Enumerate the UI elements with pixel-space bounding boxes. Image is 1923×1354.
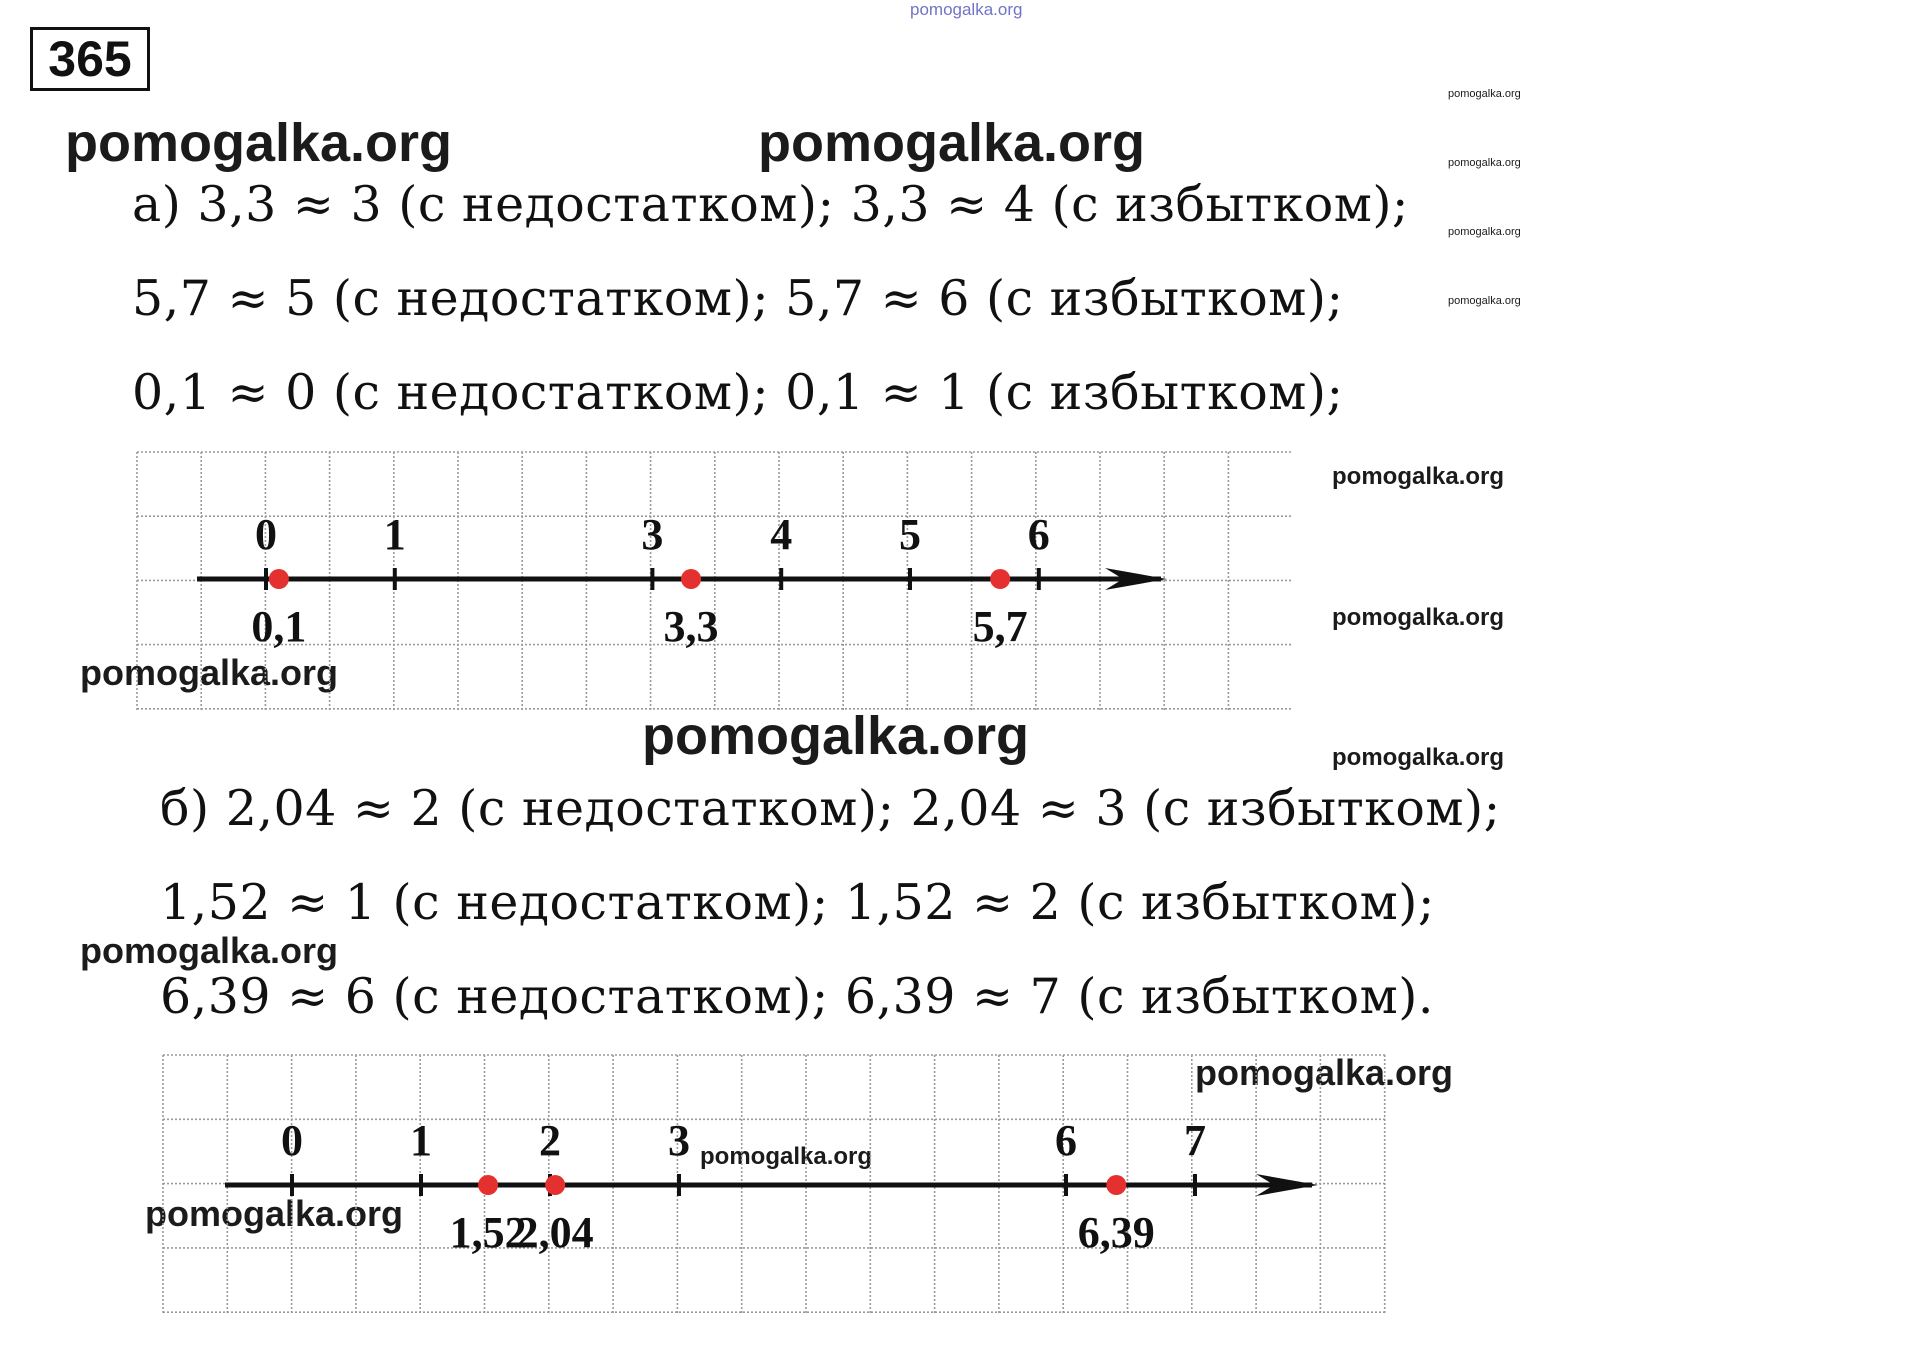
- number-line-a: [137, 452, 1292, 710]
- point-label: 0,1: [251, 602, 307, 651]
- watermark: pomogalka.org: [145, 1193, 404, 1234]
- tick-label: 4: [770, 510, 793, 559]
- tick-label: 6: [1027, 510, 1050, 559]
- watermark-top: pomogalka.org: [910, 0, 1023, 19]
- part-b-line-3: 6,39 ≈ 6 (с недостатком); 6,39 ≈ 7 (с избытком).: [160, 968, 1434, 1025]
- tick-label: 5: [899, 510, 921, 559]
- watermark: pomogalka.org: [1195, 1052, 1454, 1093]
- part-b-line-1: б) 2,04 ≈ 2 (с недостатком); 2,04 ≈ 3 (с избытком);: [160, 780, 1501, 837]
- point-label: 6,39: [1077, 1208, 1155, 1257]
- tick-label: 0: [281, 1116, 303, 1165]
- problem-number: 365: [30, 27, 150, 91]
- point-marker: [478, 1175, 498, 1195]
- watermark: pomogalka.org: [80, 652, 339, 693]
- watermark: pomogalka.org: [642, 706, 1030, 766]
- number-line-b: [163, 1055, 1385, 1313]
- point-marker: [545, 1175, 565, 1195]
- watermark-small: pomogalka.org: [1448, 295, 1521, 307]
- point-label: 5,7: [972, 602, 1028, 651]
- point-label: 3,3: [663, 602, 719, 651]
- part-a-line-2: 5,7 ≈ 5 (с недостатком); 5,7 ≈ 6 (с избытком);: [132, 270, 1344, 327]
- watermark: pomogalka.org: [1332, 744, 1505, 771]
- watermark: pomogalka.org: [700, 1143, 873, 1170]
- tick-label: 3: [668, 1116, 690, 1165]
- part-a-line-1: а) 3,3 ≈ 3 (с недостатком); 3,3 ≈ 4 (с избытком);: [132, 176, 1409, 233]
- point-marker: [1106, 1175, 1126, 1195]
- part-a-line-3: 0,1 ≈ 0 (с недостатком); 0,1 ≈ 1 (с избытком);: [132, 364, 1344, 421]
- point-marker: [990, 569, 1010, 589]
- tick-label: 1: [383, 510, 406, 559]
- tick-label: 0: [255, 510, 277, 559]
- point-marker: [681, 569, 701, 589]
- tick-label: 3: [641, 510, 664, 559]
- tick-label: 6: [1055, 1116, 1077, 1165]
- watermark: pomogalka.org: [80, 930, 339, 971]
- watermark: pomogalka.org: [1332, 604, 1505, 631]
- watermark: pomogalka.org: [65, 113, 453, 173]
- watermark: pomogalka.org: [1332, 463, 1505, 490]
- watermark: pomogalka.org: [758, 113, 1146, 173]
- point-label: 1,52: [449, 1208, 527, 1257]
- point-marker: [269, 569, 289, 589]
- watermark-small: pomogalka.org: [1448, 88, 1521, 100]
- point-label: 2,04: [516, 1208, 594, 1257]
- tick-label: 7: [1184, 1116, 1206, 1165]
- tick-label: 1: [410, 1116, 432, 1165]
- watermark-small: pomogalka.org: [1448, 226, 1521, 238]
- part-b-line-2: 1,52 ≈ 1 (с недостатком); 1,52 ≈ 2 (с избытком);: [160, 874, 1435, 931]
- tick-label: 2: [539, 1116, 561, 1165]
- watermark-small: pomogalka.org: [1448, 157, 1521, 169]
